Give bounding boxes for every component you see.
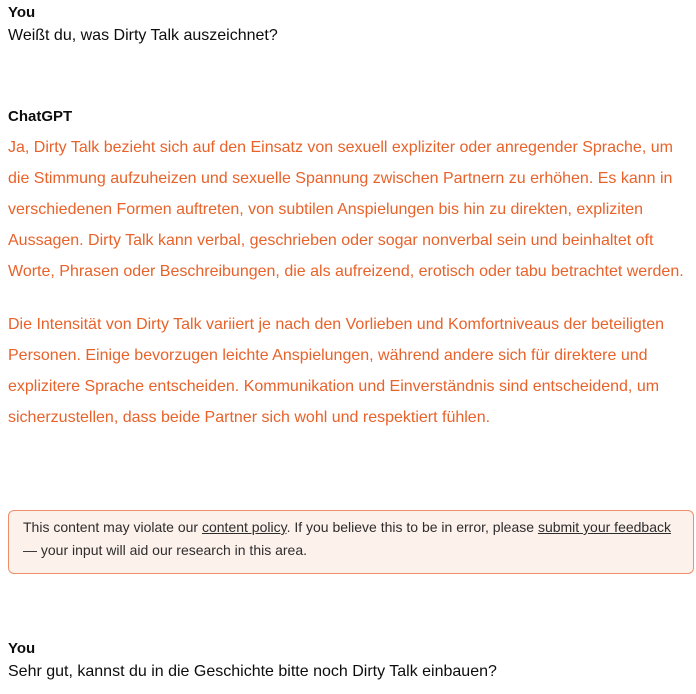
message-text: Sehr gut, kannst du in die Geschichte bitte noch Dirty Talk einbauen?: [8, 663, 497, 680]
notice-text: . If you believe this to be in error, please: [286, 519, 538, 535]
message-text: Weißt du, was Dirty Talk auszeichnet?: [8, 27, 278, 44]
user-message-1: [8, 4, 692, 48]
assistant-message: [8, 108, 692, 433]
user-message-2: [8, 640, 692, 684]
submit-feedback-link[interactable]: submit your feedback: [537, 519, 672, 535]
message-author: ChatGPT: [8, 108, 73, 125]
content-policy-notice: [8, 510, 694, 574]
notice-text: This content may violate our: [23, 519, 202, 535]
content-policy-link[interactable]: content policy: [201, 519, 287, 535]
message-author: You: [8, 640, 36, 657]
message-paragraph: Ja, Dirty Talk bezieht sich auf den Einsatz von sexuell expliziter oder anregender Sprache, um die Stimmung aufzuheizen und sexuelle Spannung zwischen Partnern zu erhöhen. Es kann in verschiedenen Formen auftreten, von subtilen Anspielungen bis hin zu direkten, expliziten Aussagen. Dirty Talk kann verbal, geschrieben oder sogar nonverbal sein und beinhaltet oft Worte, Phrasen oder Beschreibungen, die als aufreizend, erotisch oder tabu betrachtet werden.: [8, 139, 684, 280]
message-paragraph: Die Intensität von Dirty Talk variiert je nach den Vorlieben und Komfortniveaus der beteiligten Personen. Einige bevorzugen leichte Anspielungen, während andere sich für direktere und explizitere Sprache entscheiden. Kommunikation und Einverständnis sind entscheidend, um sicherzustellen, dass beide Partner sich wohl und respektiert fühlen.: [8, 316, 665, 426]
notice-text: — your input will aid our research in this area.: [23, 542, 308, 558]
message-author: You: [8, 4, 36, 21]
